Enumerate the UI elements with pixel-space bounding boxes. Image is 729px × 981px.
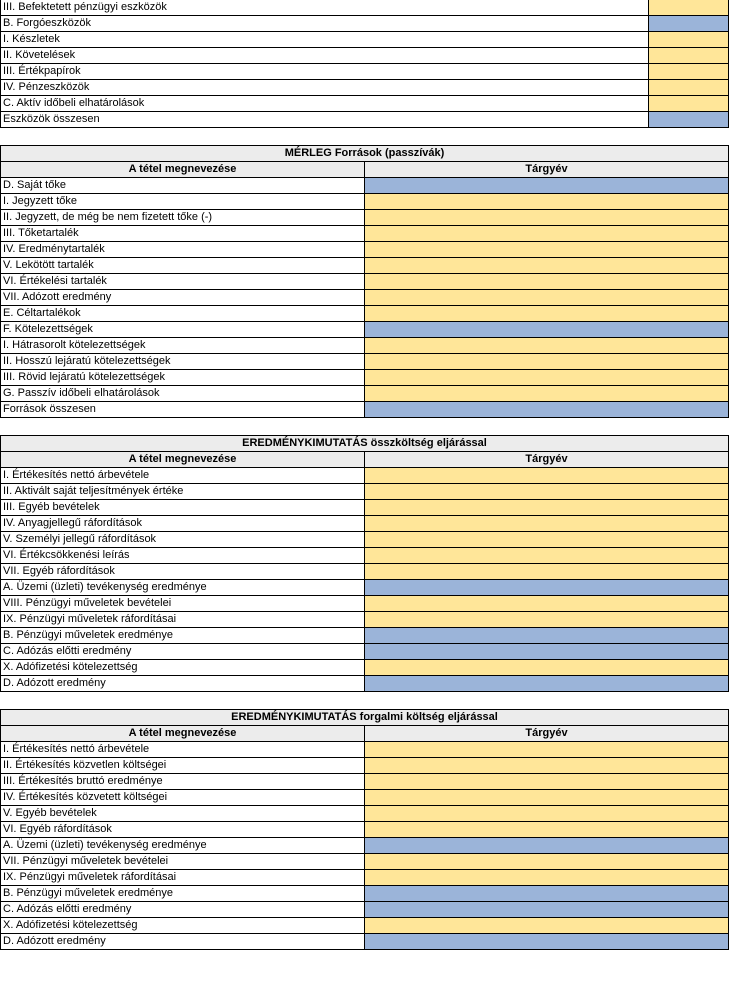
table-row bbox=[1, 112, 729, 128]
liabilities-table bbox=[0, 145, 729, 418]
input-value-cell[interactable] bbox=[365, 596, 729, 612]
computed-value-cell bbox=[365, 580, 729, 596]
section-gap bbox=[0, 128, 729, 145]
input-value-cell[interactable] bbox=[365, 516, 729, 532]
table-row bbox=[1, 80, 729, 96]
input-value-cell[interactable] bbox=[365, 370, 729, 386]
input-value-cell[interactable] bbox=[365, 210, 729, 226]
row-label: D. Saját tőke bbox=[1, 178, 365, 194]
table-row bbox=[1, 16, 729, 32]
table-row bbox=[1, 290, 729, 306]
row-label: II. Követelések bbox=[1, 48, 649, 64]
table-row bbox=[1, 370, 729, 386]
table-row bbox=[1, 0, 729, 16]
row-label: B. Pénzügyi műveletek eredménye bbox=[1, 628, 365, 644]
input-value-cell[interactable] bbox=[365, 242, 729, 258]
computed-value-cell bbox=[365, 322, 729, 338]
table-row bbox=[1, 226, 729, 242]
computed-value-cell bbox=[649, 112, 729, 128]
income-sales-cost-rows bbox=[1, 742, 729, 950]
row-label: IV. Értékesítés közvetett költségei bbox=[1, 790, 365, 806]
table-row bbox=[1, 806, 729, 822]
row-label: X. Adófizetési kötelezettség bbox=[1, 660, 365, 676]
table-row bbox=[1, 854, 729, 870]
column-header-value: Tárgyév bbox=[365, 162, 729, 178]
table-row bbox=[1, 306, 729, 322]
computed-value-cell bbox=[365, 178, 729, 194]
table-row bbox=[1, 660, 729, 676]
table-row bbox=[1, 500, 729, 516]
row-label: VII. Egyéb ráfordítások bbox=[1, 564, 365, 580]
input-value-cell[interactable] bbox=[365, 484, 729, 500]
row-label: F. Kötelezettségek bbox=[1, 322, 365, 338]
table-row bbox=[1, 322, 729, 338]
table-row bbox=[1, 242, 729, 258]
input-value-cell[interactable] bbox=[365, 918, 729, 934]
row-label: II. Jegyzett, de még be nem fizetett tőke (-) bbox=[1, 210, 365, 226]
liabilities-rows bbox=[1, 178, 729, 418]
input-value-cell[interactable] bbox=[649, 0, 729, 16]
table-row bbox=[1, 468, 729, 484]
table-row bbox=[1, 402, 729, 418]
input-value-cell[interactable] bbox=[365, 660, 729, 676]
income-total-cost-rows bbox=[1, 468, 729, 692]
assets-rows bbox=[1, 0, 729, 128]
row-label: IX. Pénzügyi műveletek ráfordításai bbox=[1, 612, 365, 628]
input-value-cell[interactable] bbox=[365, 548, 729, 564]
table-row bbox=[1, 194, 729, 210]
table-row bbox=[1, 790, 729, 806]
input-value-cell[interactable] bbox=[365, 306, 729, 322]
computed-value-cell bbox=[365, 902, 729, 918]
column-header-name: A tétel megnevezése bbox=[1, 162, 365, 178]
table-row bbox=[1, 48, 729, 64]
row-label: VI. Értékelési tartalék bbox=[1, 274, 365, 290]
computed-value-cell bbox=[649, 16, 729, 32]
table-row bbox=[1, 676, 729, 692]
input-value-cell[interactable] bbox=[365, 806, 729, 822]
table-row bbox=[1, 32, 729, 48]
table-row bbox=[1, 386, 729, 402]
input-value-cell[interactable] bbox=[649, 64, 729, 80]
input-value-cell[interactable] bbox=[365, 338, 729, 354]
table-row bbox=[1, 532, 729, 548]
table-row bbox=[1, 644, 729, 660]
table-row bbox=[1, 178, 729, 194]
section-gap bbox=[0, 692, 729, 709]
row-label: IV. Anyagjellegű ráfordítások bbox=[1, 516, 365, 532]
input-value-cell[interactable] bbox=[365, 564, 729, 580]
row-label: III. Befektetett pénzügyi eszközök bbox=[1, 0, 649, 16]
row-label: II. Értékesítés közvetlen költségei bbox=[1, 758, 365, 774]
computed-value-cell bbox=[365, 838, 729, 854]
column-header-value: Tárgyév bbox=[365, 452, 729, 468]
input-value-cell[interactable] bbox=[365, 758, 729, 774]
table-row bbox=[1, 758, 729, 774]
input-value-cell[interactable] bbox=[365, 790, 729, 806]
input-value-cell[interactable] bbox=[365, 274, 729, 290]
table-row bbox=[1, 354, 729, 370]
input-value-cell[interactable] bbox=[365, 870, 729, 886]
table-row bbox=[1, 548, 729, 564]
table-row bbox=[1, 612, 729, 628]
income-sales-cost-title: EREDMÉNYKIMUTATÁS forgalmi költség eljárással bbox=[1, 710, 729, 726]
table-row bbox=[1, 564, 729, 580]
input-value-cell[interactable] bbox=[365, 386, 729, 402]
table-row bbox=[1, 258, 729, 274]
row-label: Eszközök összesen bbox=[1, 112, 649, 128]
column-header-name: A tétel megnevezése bbox=[1, 726, 365, 742]
table-row bbox=[1, 902, 729, 918]
input-value-cell[interactable] bbox=[365, 854, 729, 870]
computed-value-cell bbox=[365, 934, 729, 950]
table-row bbox=[1, 580, 729, 596]
table-row bbox=[1, 484, 729, 500]
row-label: IX. Pénzügyi műveletek ráfordításai bbox=[1, 870, 365, 886]
row-label: I. Hátrasorolt kötelezettségek bbox=[1, 338, 365, 354]
liabilities-title: MÉRLEG Források (passzívák) bbox=[1, 146, 729, 162]
row-label: C. Adózás előtti eredmény bbox=[1, 902, 365, 918]
computed-value-cell bbox=[365, 628, 729, 644]
input-value-cell[interactable] bbox=[365, 226, 729, 242]
table-row bbox=[1, 934, 729, 950]
computed-value-cell bbox=[365, 676, 729, 692]
input-value-cell[interactable] bbox=[365, 612, 729, 628]
income-total-cost-table bbox=[0, 435, 729, 692]
input-value-cell[interactable] bbox=[649, 80, 729, 96]
column-header-name: A tétel megnevezése bbox=[1, 452, 365, 468]
table-row bbox=[1, 838, 729, 854]
row-label: III. Értékpapírok bbox=[1, 64, 649, 80]
table-row bbox=[1, 774, 729, 790]
input-value-cell[interactable] bbox=[365, 194, 729, 210]
row-label: A. Üzemi (üzleti) tevékenység eredménye bbox=[1, 580, 365, 596]
input-value-cell[interactable] bbox=[365, 290, 729, 306]
table-row bbox=[1, 64, 729, 80]
row-label: IV. Eredménytartalék bbox=[1, 242, 365, 258]
input-value-cell[interactable] bbox=[365, 774, 729, 790]
row-label: VI. Egyéb ráfordítások bbox=[1, 822, 365, 838]
income-sales-cost-table bbox=[0, 709, 729, 950]
input-value-cell[interactable] bbox=[365, 822, 729, 838]
row-label: III. Rövid lejáratú kötelezettségek bbox=[1, 370, 365, 386]
row-label: C. Adózás előtti eredmény bbox=[1, 644, 365, 660]
row-label: I. Értékesítés nettó árbevétele bbox=[1, 742, 365, 758]
computed-value-cell bbox=[365, 402, 729, 418]
input-value-cell[interactable] bbox=[649, 48, 729, 64]
row-label: A. Üzemi (üzleti) tevékenység eredménye bbox=[1, 838, 365, 854]
computed-value-cell bbox=[365, 886, 729, 902]
row-label: II. Hosszú lejáratú kötelezettségek bbox=[1, 354, 365, 370]
row-label: B. Forgóeszközök bbox=[1, 16, 649, 32]
row-label: V. Egyéb bevételek bbox=[1, 806, 365, 822]
row-label: III. Egyéb bevételek bbox=[1, 500, 365, 516]
table-row bbox=[1, 742, 729, 758]
row-label: I. Készletek bbox=[1, 32, 649, 48]
row-label: X. Adófizetési kötelezettség bbox=[1, 918, 365, 934]
input-value-cell[interactable] bbox=[365, 500, 729, 516]
row-label: E. Céltartalékok bbox=[1, 306, 365, 322]
row-label: III. Értékesítés bruttó eredménye bbox=[1, 774, 365, 790]
table-row bbox=[1, 822, 729, 838]
row-label: B. Pénzügyi műveletek eredménye bbox=[1, 886, 365, 902]
row-label: VII. Pénzügyi műveletek bevételei bbox=[1, 854, 365, 870]
section-gap bbox=[0, 418, 729, 435]
row-label: VIII. Pénzügyi műveletek bevételei bbox=[1, 596, 365, 612]
input-value-cell[interactable] bbox=[365, 468, 729, 484]
row-label: V. Személyi jellegű ráfordítások bbox=[1, 532, 365, 548]
row-label: G. Passzív időbeli elhatárolások bbox=[1, 386, 365, 402]
table-row bbox=[1, 274, 729, 290]
input-value-cell[interactable] bbox=[365, 742, 729, 758]
column-header-value: Tárgyév bbox=[365, 726, 729, 742]
table-row bbox=[1, 338, 729, 354]
table-row bbox=[1, 516, 729, 532]
row-label: I. Értékesítés nettó árbevétele bbox=[1, 468, 365, 484]
table-row bbox=[1, 870, 729, 886]
table-row bbox=[1, 210, 729, 226]
table-row bbox=[1, 886, 729, 902]
table-row bbox=[1, 628, 729, 644]
row-label: I. Jegyzett tőke bbox=[1, 194, 365, 210]
input-value-cell[interactable] bbox=[365, 258, 729, 274]
input-value-cell[interactable] bbox=[365, 354, 729, 370]
row-label: C. Aktív időbeli elhatárolások bbox=[1, 96, 649, 112]
row-label: VII. Adózott eredmény bbox=[1, 290, 365, 306]
table-row bbox=[1, 596, 729, 612]
income-total-cost-title: EREDMÉNYKIMUTATÁS összköltség eljárással bbox=[1, 436, 729, 452]
table-row bbox=[1, 918, 729, 934]
row-label: III. Tőketartalék bbox=[1, 226, 365, 242]
row-label: IV. Pénzeszközök bbox=[1, 80, 649, 96]
input-value-cell[interactable] bbox=[649, 32, 729, 48]
input-value-cell[interactable] bbox=[649, 96, 729, 112]
input-value-cell[interactable] bbox=[365, 532, 729, 548]
row-label: Források összesen bbox=[1, 402, 365, 418]
row-label: V. Lekötött tartalék bbox=[1, 258, 365, 274]
row-label: II. Aktivált saját teljesítmények értéke bbox=[1, 484, 365, 500]
row-label: VI. Értékcsökkenési leírás bbox=[1, 548, 365, 564]
row-label: D. Adózott eredmény bbox=[1, 934, 365, 950]
assets-table bbox=[0, 0, 729, 128]
table-row bbox=[1, 96, 729, 112]
computed-value-cell bbox=[365, 644, 729, 660]
row-label: D. Adózott eredmény bbox=[1, 676, 365, 692]
